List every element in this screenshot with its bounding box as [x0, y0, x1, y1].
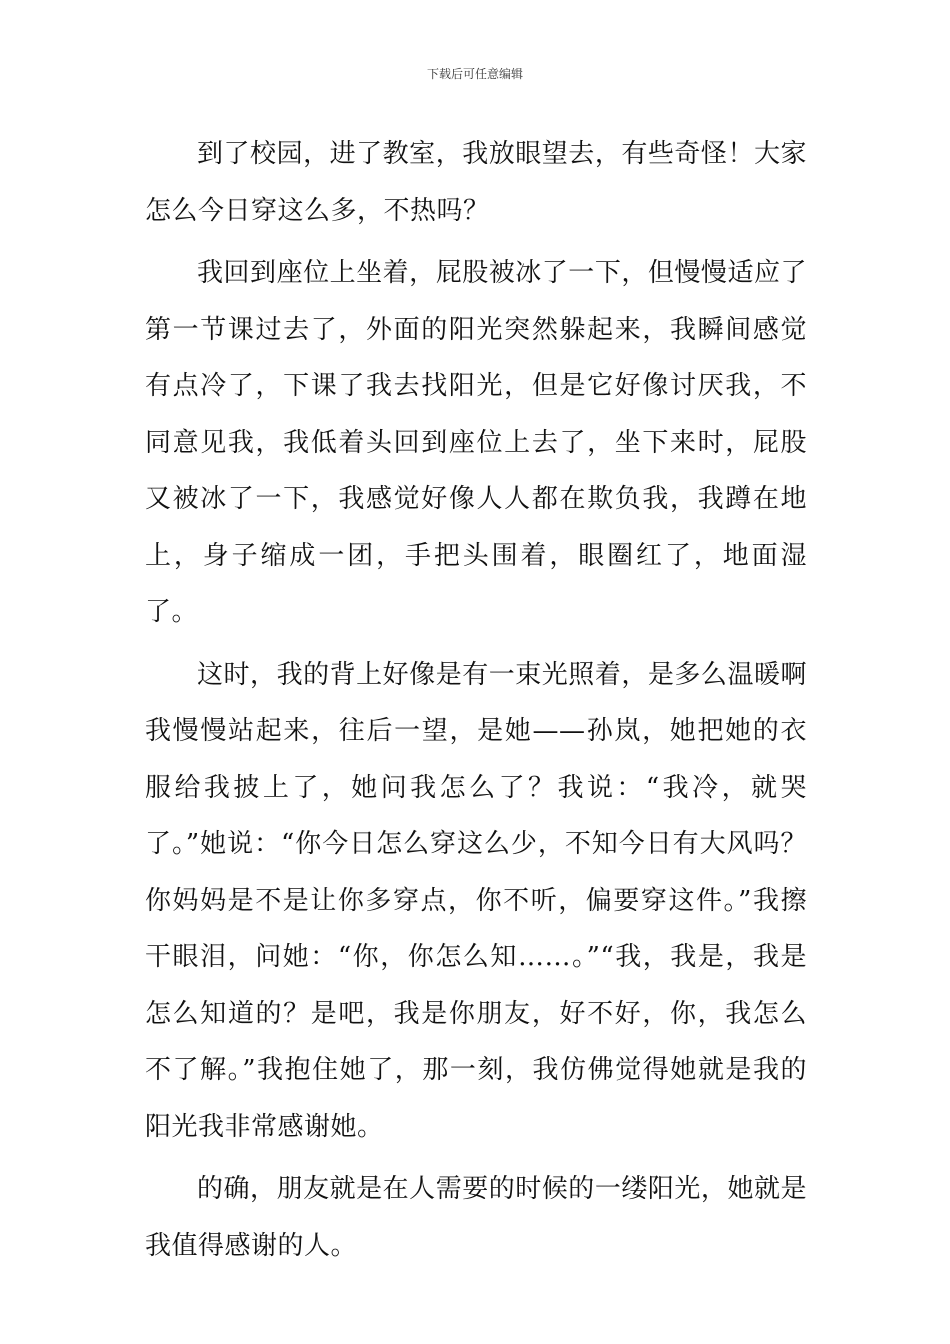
- paragraph-1: 到了校园，进了教室，我放眼望去，有些奇怪！大家怎么今日穿这么多，不热吗？: [145, 139, 807, 226]
- document-body: [145, 126, 807, 1280]
- page-header: 下载后可任意编辑: [426, 67, 523, 81]
- paragraph-4: 的确，朋友就是在人需要的时候的一缕阳光，她就是我值得感谢的人。: [145, 1174, 807, 1261]
- paragraph-3: 这时，我的背上好像是有一束光照着，是多么温暖啊我慢慢站起来，往后一望，是她——孙岚，她把她的衣服给我披上了，她问我怎么了？我说：“我冷，就哭了。”她说：“你今日怎么穿这么少，不知今日有大风吗？你妈妈是不是让你多穿点，你不听，偏要穿这件。”我擦干眼泪，问她：“你，你怎么知……。”“我，我是，我是怎么知道的？是吧，我是你朋友，好不好，你，我怎么不了解。”我抱住她了，那一刻，我仿佛觉得她就是我的阳光我非常感谢她。: [145, 659, 807, 1142]
- paragraph-2: 我回到座位上坐着，屁股被冰了一下，但慢慢适应了第一节课过去了，外面的阳光突然躲起来，我瞬间感觉有点冷了，下课了我去找阳光，但是它好像讨厌我，不同意见我，我低着头回到座位上去了，坐下来时，屁股又被冰了一下，我感觉好像人人都在欺负我，我蹲在地上，身子缩成一团，手把头围着，眼圈红了，地面湿了。: [145, 258, 807, 627]
